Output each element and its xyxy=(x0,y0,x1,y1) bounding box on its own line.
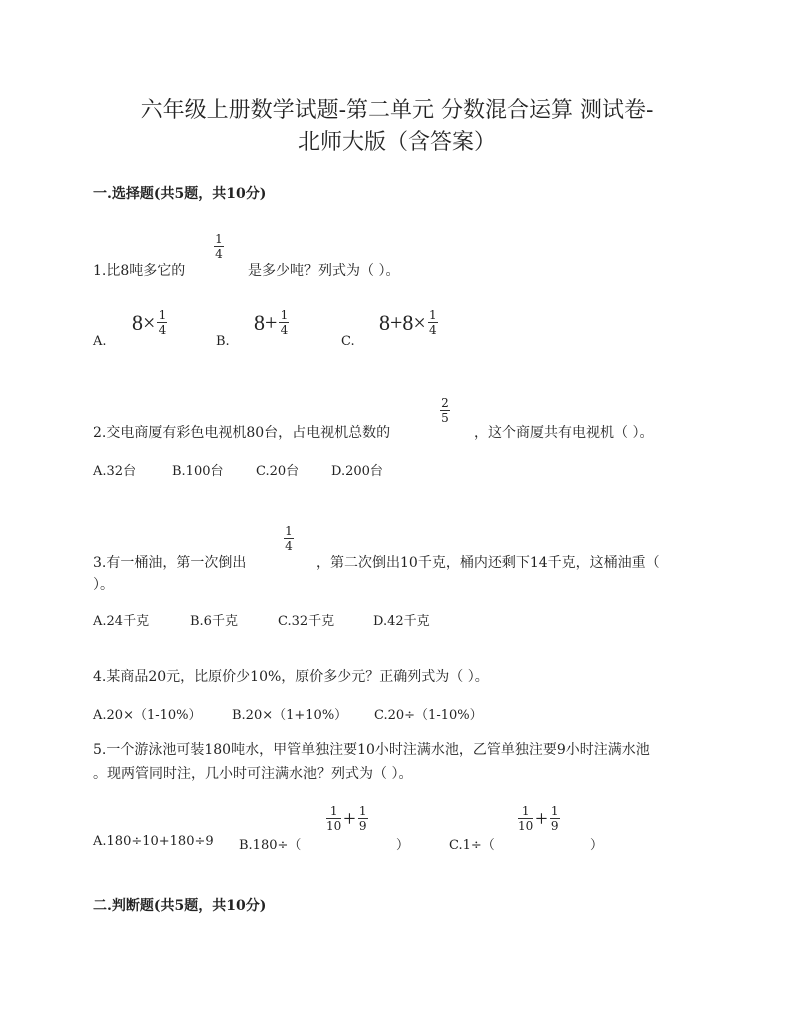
fraction-denominator: 5 xyxy=(441,411,449,425)
fraction-numerator: 1 xyxy=(215,232,223,246)
fraction-denominator: 4 xyxy=(280,323,289,337)
question-3-option-a: A.24千克 xyxy=(93,614,150,629)
fraction-numerator: 1 xyxy=(280,308,289,322)
question-1-text-a: 1.比8吨多它的 xyxy=(93,263,186,279)
question-1-option-a-label: A. xyxy=(93,334,107,349)
question-5-option-c-expression xyxy=(518,804,560,833)
fraction-denominator: 10 xyxy=(326,819,342,833)
fraction-numerator: 1 xyxy=(158,308,167,322)
fraction-numerator: 1 xyxy=(521,804,530,818)
section-heading-judgement: 二.判断题(共5题，共10分) xyxy=(93,898,267,914)
fraction-numerator: 1 xyxy=(285,524,293,538)
question-3-text-b: ，第二次倒出10千克，桶内还剩下14千克，这桶油重（ xyxy=(316,555,660,571)
question-3-fraction xyxy=(284,524,294,553)
question-2-option-c: C.20台 xyxy=(256,464,300,479)
question-4-option-b: B.20×（1+10%） xyxy=(232,708,348,723)
question-4-option-a: A.20×（1-10%） xyxy=(93,708,202,723)
page-title-line1: 六年级上册数学试题-第二单元 分数混合运算 测试卷- xyxy=(140,98,654,123)
question-5-option-c-prefix: C.1÷（ xyxy=(449,838,495,853)
fraction-denominator: 4 xyxy=(285,539,293,553)
question-3-option-d: D.42千克 xyxy=(373,614,430,629)
question-1-option-b-label: B. xyxy=(216,334,230,349)
question-1-option-c-label: C. xyxy=(341,334,355,349)
fraction-denominator: 4 xyxy=(429,323,437,337)
fraction-numerator: 1 xyxy=(550,804,559,818)
expression-text: 8+8× xyxy=(379,309,426,335)
fraction-denominator: 9 xyxy=(550,819,559,833)
question-3-text-c: ）。 xyxy=(93,577,114,593)
section-heading-choice: 一.选择题(共5题，共10分) xyxy=(93,186,267,202)
question-2-text-b: ，这个商厦共有电视机（ ）。 xyxy=(474,425,654,441)
question-4-option-c: C.20÷（1-10%） xyxy=(374,708,483,723)
question-5-option-b-expression xyxy=(326,804,368,833)
question-5-text-b: 。现两管同时注，几小时可注满水池？列式为（ ）。 xyxy=(93,766,413,782)
fraction-numerator: 1 xyxy=(429,308,437,322)
question-1-text-b: 是多少吨？列式为（ ）。 xyxy=(248,263,400,279)
question-1-fraction xyxy=(214,232,224,261)
plus-sign: + xyxy=(343,805,356,831)
fraction-denominator: 4 xyxy=(215,247,223,261)
expression-fraction xyxy=(428,308,438,337)
fraction-denominator: 9 xyxy=(358,819,367,833)
page-title-line2: 北师大版（含答案） xyxy=(297,130,496,155)
expression-fraction-2 xyxy=(550,804,560,833)
expression-fraction xyxy=(279,308,289,337)
question-5-option-a: A.180÷10+180÷9 xyxy=(93,834,214,849)
expression-fraction xyxy=(157,308,167,337)
question-5-option-b-prefix: B.180÷（ xyxy=(239,838,302,853)
question-1-option-c-expression xyxy=(379,308,438,337)
question-1-option-b-expression xyxy=(254,308,289,337)
question-4-text: 4.某商品20元，比原价少10%，原价多少元？正确列式为（ ）。 xyxy=(93,669,489,685)
expression-fraction-1 xyxy=(326,804,341,833)
question-5-text-a: 5.一个游泳池可装180吨水，甲管单独注要10小时注满水池，乙管单独注要9小时注满水池 xyxy=(93,742,650,758)
expression-fraction-1 xyxy=(518,804,533,833)
question-5-option-b-suffix: ） xyxy=(396,838,410,853)
question-1-option-a-expression xyxy=(132,308,167,337)
fraction-denominator: 10 xyxy=(518,819,534,833)
fraction-denominator: 4 xyxy=(158,323,167,337)
fraction-numerator: 2 xyxy=(441,396,449,410)
question-2-option-b: B.100台 xyxy=(172,464,224,479)
expression-text: 8× xyxy=(132,309,156,335)
expression-fraction-2 xyxy=(358,804,368,833)
question-3-option-b: B.6千克 xyxy=(190,614,238,629)
fraction-numerator: 1 xyxy=(329,804,338,818)
question-5-option-c-suffix: ） xyxy=(590,838,604,853)
question-2-option-a: A.32台 xyxy=(93,464,137,479)
question-2-fraction xyxy=(440,396,450,425)
plus-sign: + xyxy=(535,805,548,831)
question-2-option-d: D.200台 xyxy=(331,464,383,479)
fraction-numerator: 1 xyxy=(358,804,367,818)
question-3-option-c: C.32千克 xyxy=(278,614,335,629)
question-2-text-a: 2.交电商厦有彩色电视机80台，占电视机总数的 xyxy=(93,425,391,441)
expression-text: 8+ xyxy=(254,309,278,335)
question-3-text-a: 3.有一桶油，第一次倒出 xyxy=(93,555,247,571)
